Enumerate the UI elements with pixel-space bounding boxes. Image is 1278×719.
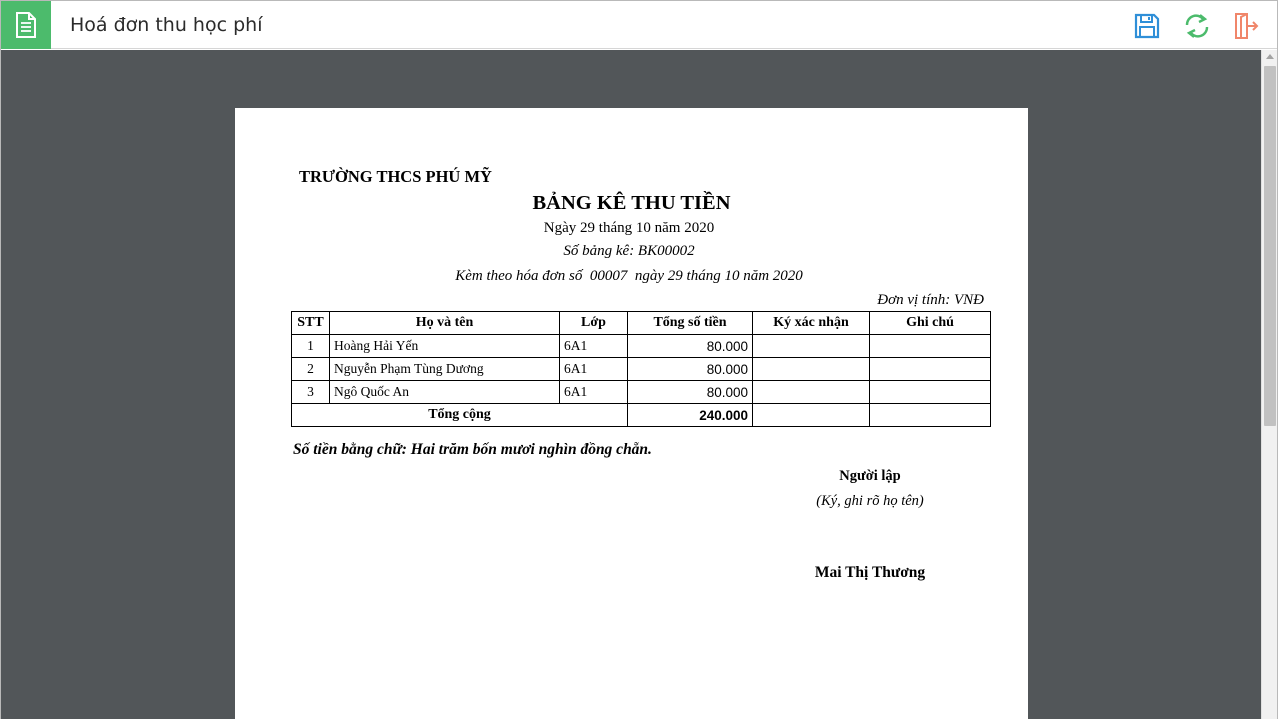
cell-class: 6A1 <box>560 335 628 358</box>
table-row <box>292 358 991 381</box>
cell-stt: 1 <box>292 335 330 358</box>
header-amount: Tổng số tiền <box>628 312 753 335</box>
payment-table <box>291 311 991 427</box>
document-viewer[interactable] <box>1 50 1261 719</box>
preparer-title: Người lập <box>839 468 901 484</box>
header-class: Lớp <box>560 312 628 335</box>
cell-sign <box>753 358 870 381</box>
cell-note <box>870 381 991 404</box>
cell-name: Hoàng Hải Yến <box>330 335 560 358</box>
total-amount: 240.000 <box>628 404 753 427</box>
vertical-scrollbar[interactable] <box>1261 50 1277 719</box>
cell-note <box>870 335 991 358</box>
currency-unit: Đơn vị tính: VNĐ <box>877 292 984 308</box>
table-row <box>292 335 991 358</box>
total-row <box>292 404 991 427</box>
preparer-hint: (Ký, ghi rõ họ tên) <box>816 493 924 509</box>
cell-amount: 80.000 <box>628 358 753 381</box>
header-stt: STT <box>292 312 330 335</box>
document-page <box>235 108 1028 719</box>
header-name: Họ và tên <box>330 312 560 335</box>
title-bar <box>1 1 1277 49</box>
attached-invoice-line: Kèm theo hóa đơn số 00007 ngày 29 tháng 10 năm 2020 <box>455 268 803 284</box>
cell-stt: 2 <box>292 358 330 381</box>
scroll-thumb[interactable] <box>1264 66 1276 426</box>
document-number: Số bảng kê: BK00002 <box>563 243 695 259</box>
school-name: TRƯỜNG THCS PHÚ MỸ <box>299 167 492 186</box>
save-icon <box>1134 13 1160 39</box>
window-title: Hoá đơn thu học phí <box>70 14 263 36</box>
document-date: Ngày 29 tháng 10 năm 2020 <box>543 220 715 236</box>
cell-name: Nguyễn Phạm Tùng Dương <box>330 358 560 381</box>
cell-amount: 80.000 <box>628 381 753 404</box>
total-label: Tổng cộng <box>292 404 628 427</box>
cell-sign <box>753 335 870 358</box>
document-title: BẢNG KÊ THU TIỀN <box>532 192 731 214</box>
table-header-row <box>292 312 991 335</box>
header-note: Ghi chú <box>870 312 991 335</box>
cell-sign <box>753 381 870 404</box>
total-note-cell <box>870 404 991 427</box>
scroll-up-arrow-icon[interactable] <box>1266 54 1274 59</box>
header-sign: Ký xác nhận <box>753 312 870 335</box>
table-row <box>292 381 991 404</box>
total-sign-cell <box>753 404 870 427</box>
exit-button[interactable] <box>1231 11 1261 41</box>
cell-stt: 3 <box>292 381 330 404</box>
cell-name: Ngô Quốc An <box>330 381 560 404</box>
cell-class: 6A1 <box>560 381 628 404</box>
refresh-button[interactable] <box>1182 11 1212 41</box>
save-button[interactable] <box>1132 11 1162 41</box>
amount-in-words: Số tiền bằng chữ: Hai trăm bốn mươi nghìn đồng chẵn. <box>293 441 652 458</box>
refresh-icon <box>1183 12 1211 40</box>
cell-note <box>870 358 991 381</box>
cell-amount: 80.000 <box>628 335 753 358</box>
cell-class: 6A1 <box>560 358 628 381</box>
document-icon <box>1 1 51 49</box>
exit-icon <box>1233 12 1259 40</box>
preparer-name: Mai Thị Thương <box>814 564 926 581</box>
